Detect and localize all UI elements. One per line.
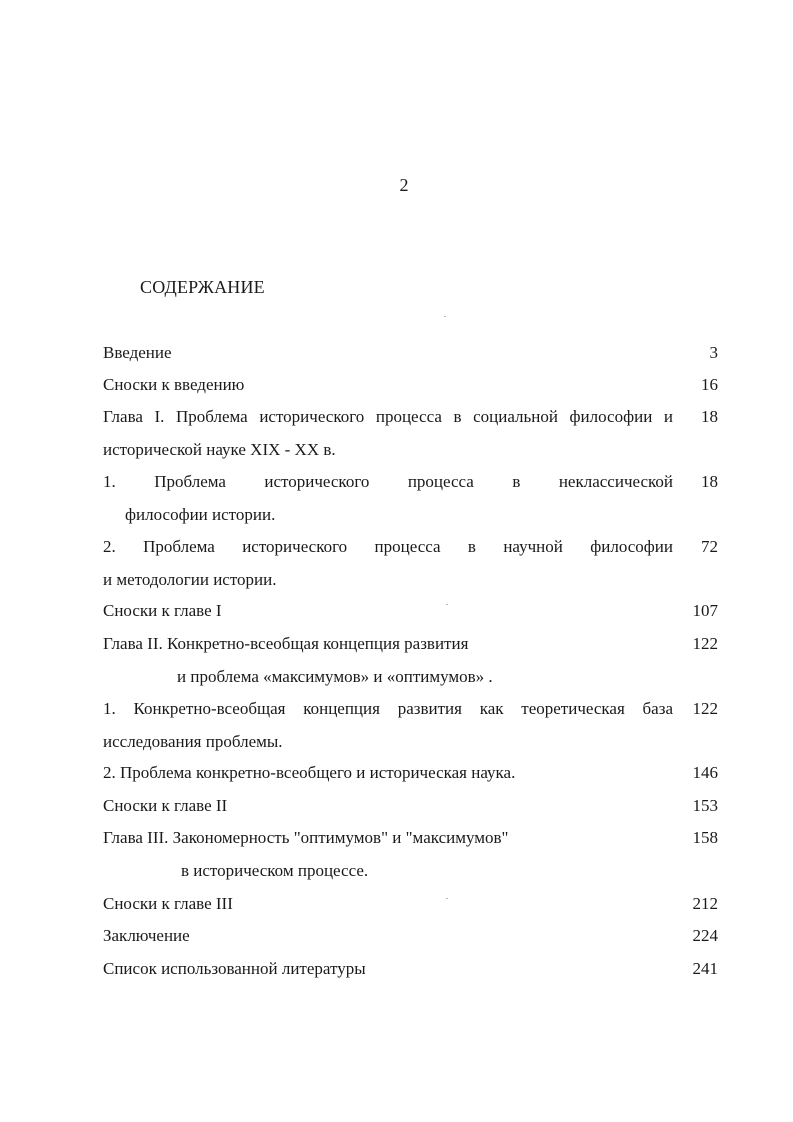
toc-entry-page: 241 (692, 959, 718, 978)
toc-entry-page: 153 (692, 796, 718, 815)
toc-entry-title: 1. Конкретно-всеобщая концепция развития как теоретическая база (103, 699, 673, 718)
toc-entry-title: Глава I. Проблема исторического процесса в социальной философии и (103, 407, 673, 426)
toc-entry-chapter-3-footnotes[interactable] (103, 888, 718, 921)
toc-entry-chapter-2-section-1[interactable] (103, 693, 718, 758)
toc-entry-bibliography[interactable] (103, 953, 718, 986)
toc-entry-title: 1. Проблема исторического процесса в неклассической (103, 472, 673, 491)
toc-entry-title: Глава II. Конкретно-всеобщая концепция развития (103, 634, 469, 653)
toc-entry-page: 224 (692, 926, 718, 945)
page-number: 2 (399, 175, 409, 195)
toc-entry-chapter-2-footnotes[interactable] (103, 790, 718, 823)
toc-entry-page: 72 (701, 537, 718, 556)
toc-entry-chapter-2[interactable] (103, 628, 718, 693)
toc-entry-introduction[interactable] (103, 337, 718, 370)
toc-entry-chapter-1-section-2[interactable] (103, 531, 718, 596)
toc-entry-title: 2. Проблема конкретно-всеобщего и историческая наука. (103, 763, 516, 782)
toc-entry-page: 158 (692, 828, 718, 847)
toc-entry-title: Заключение (103, 926, 190, 945)
toc-entry-chapter-1-footnotes[interactable] (103, 595, 718, 628)
toc-entry-title: Глава III. Закономерность "оптимумов" и "максимумов" (103, 828, 509, 847)
toc-entry-title: Сноски к главе III (103, 894, 233, 913)
toc-entry-title: Сноски к главе I (103, 601, 222, 620)
toc-entry-title-continued: исследования проблемы. (103, 731, 283, 751)
toc-entry-title-continued: и проблема «максимумов» и «оптимумов» . (177, 666, 493, 686)
scan-speck (446, 604, 448, 605)
toc-entry-title: Список использованной литературы (103, 959, 366, 978)
toc-entry-intro-footnotes[interactable] (103, 369, 718, 402)
scan-speck (444, 316, 446, 317)
toc-entry-title-continued: и методологии истории. (103, 569, 277, 589)
toc-entry-chapter-1[interactable] (103, 401, 718, 466)
toc-entry-title: Введение (103, 343, 172, 362)
toc-entry-page: 122 (692, 699, 718, 718)
toc-entry-title: 2. Проблема исторического процесса в научной философии (103, 537, 673, 556)
toc-entry-page: 212 (692, 894, 718, 913)
toc-entry-page: 18 (701, 407, 718, 426)
toc-entry-title: Сноски к главе II (103, 796, 228, 815)
toc-entry-title-continued: в историческом процессе. (181, 860, 369, 880)
toc-entry-page: 18 (701, 472, 718, 491)
toc-entry-chapter-1-section-1[interactable] (103, 466, 718, 531)
toc-entry-page: 16 (701, 375, 718, 394)
toc-entry-page: 107 (692, 601, 718, 620)
toc-entry-conclusion[interactable] (103, 920, 718, 953)
toc-entry-page: 3 (709, 343, 718, 362)
toc-entry-chapter-3[interactable] (103, 822, 718, 887)
toc-entry-title-continued: исторической науке XIX - XX в. (103, 439, 336, 459)
toc-entry-title: Сноски к введению (103, 375, 245, 394)
scan-speck (446, 898, 448, 899)
toc-entry-page: 146 (692, 763, 718, 782)
toc-entry-title-continued: философии истории. (125, 504, 276, 524)
toc-heading: СОДЕРЖАНИЕ (140, 277, 265, 297)
toc-entry-page: 122 (692, 634, 718, 653)
toc-entry-chapter-2-section-2[interactable] (103, 757, 718, 790)
